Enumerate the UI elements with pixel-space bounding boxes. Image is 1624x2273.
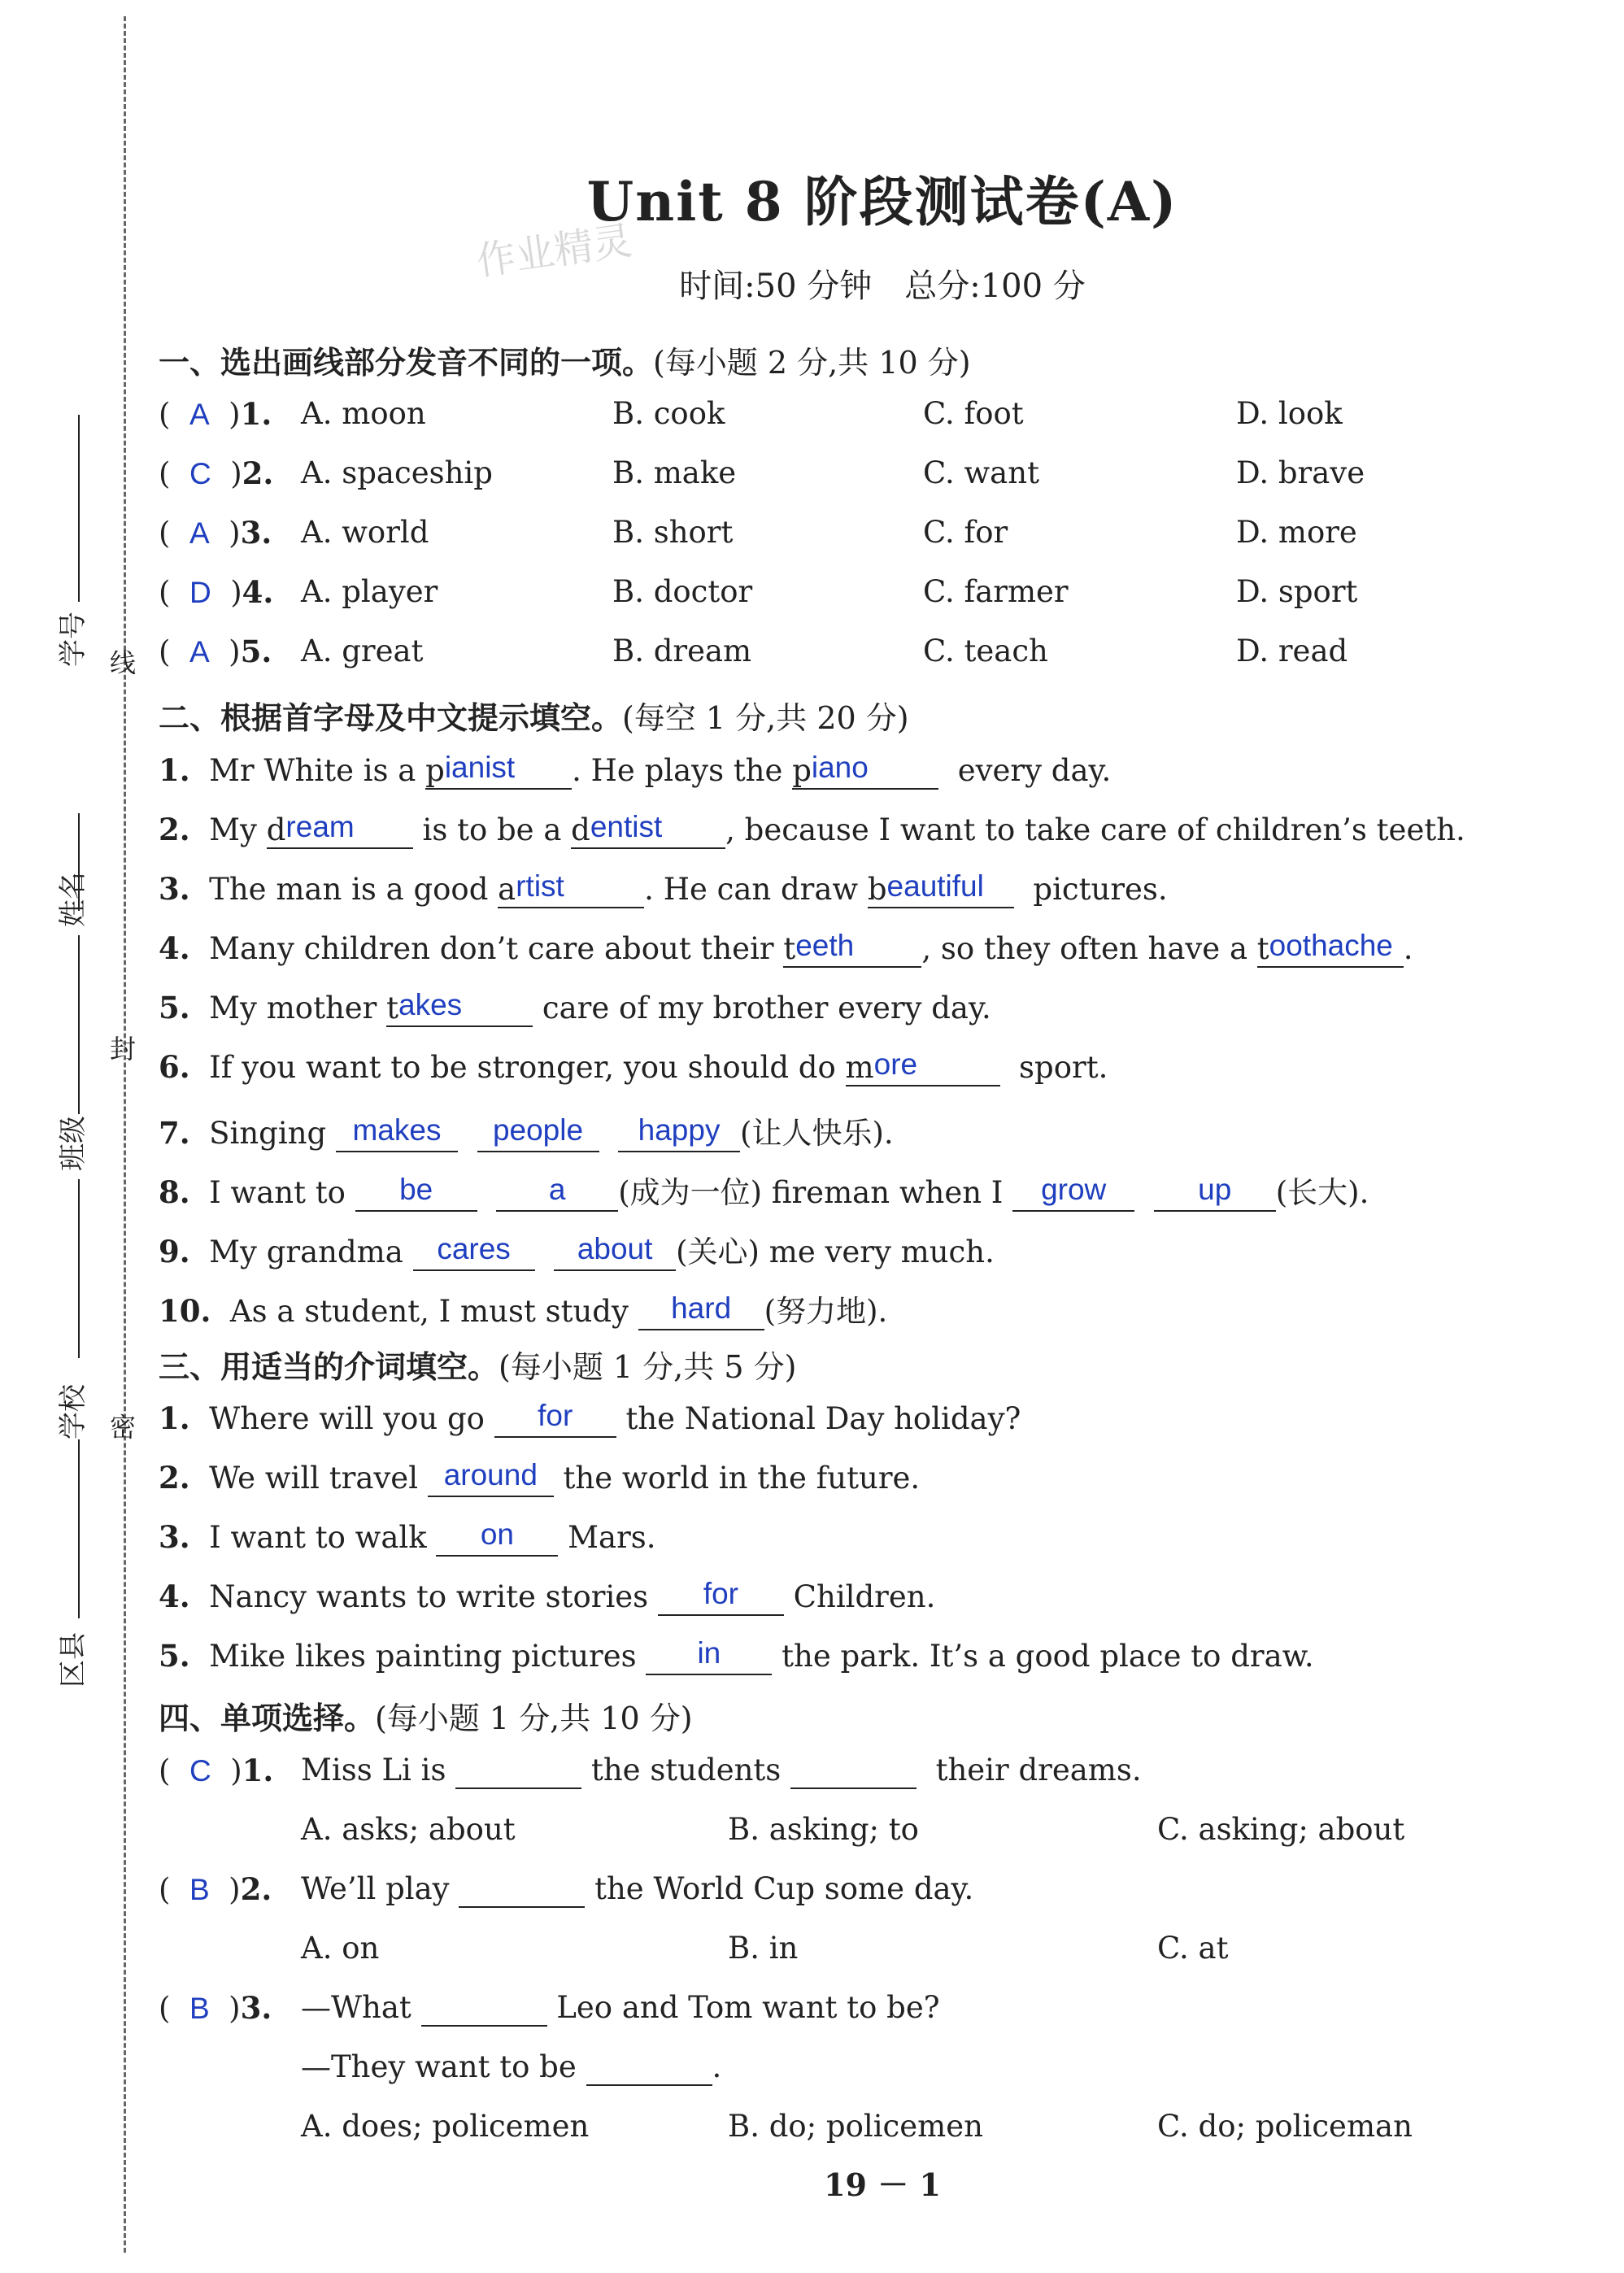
option-d: D. more	[1236, 515, 1357, 550]
fill-blank[interactable]: makes	[336, 1117, 458, 1152]
s2-question-3: 3. The man is a good artist . He can draw beautiful pictures.	[159, 869, 1168, 907]
option-a: A. player	[301, 574, 438, 609]
option-a: A. moon	[301, 396, 426, 431]
class-line	[78, 935, 80, 1114]
option-b: B. asking; to	[728, 1812, 919, 1847]
option-a: A. spaceship	[301, 455, 493, 490]
cut-mark-mi: 密	[110, 1412, 137, 1443]
fill-blank[interactable]: grow	[1012, 1177, 1134, 1212]
section-3-heading: 三、用适当的介词填空。(每小题 1 分,共 5 分)	[159, 1349, 797, 1385]
fill-blank[interactable]: happy	[618, 1117, 740, 1152]
fill-blank[interactable]	[455, 1754, 581, 1789]
answer: D	[189, 576, 211, 609]
s4-question-1: ( C )1. Miss Li is the students their dreams.	[159, 1753, 1142, 1788]
fill-blank[interactable]: teeth	[783, 933, 921, 968]
answer: A	[189, 398, 210, 431]
fill-blank[interactable]: pianist	[425, 755, 572, 790]
label-student-id: 学号	[57, 612, 89, 667]
s3-question-2: 2. We will travel around the world in the future.	[159, 1458, 921, 1496]
s2-question-10: 10. As a student, I must study hard (努力地).	[159, 1291, 888, 1329]
s4-question-3-line2: —They want to be .	[301, 2049, 722, 2084]
s2-question-1: 1. Mr White is a pianist . He plays the piano every day.	[159, 751, 1112, 788]
s2-question-5: 5. My mother takes care of my brother every day.	[159, 988, 991, 1025]
option-a: A. world	[301, 515, 429, 550]
option-a: A. on	[301, 1931, 380, 1966]
label-name: 姓名	[57, 872, 89, 927]
option-b: B. do; policemen	[728, 2109, 983, 2144]
page-title: Unit 8 阶段测试卷(A)	[586, 170, 1178, 233]
s3-question-1: 1. Where will you go for the National Day holiday?	[159, 1399, 1021, 1436]
fill-blank[interactable]: artist	[498, 873, 644, 908]
s2-question-6: 6. If you want to be stronger, you should do more sport.	[159, 1047, 1108, 1085]
fill-blank[interactable]: dentist	[571, 814, 725, 849]
s1-question-4: ( D )4. A. player B. doctor C. farmer D. sport	[159, 574, 1358, 610]
option-c: C. do; policeman	[1157, 2109, 1413, 2144]
option-a: A. does; policemen	[301, 2109, 590, 2144]
fill-blank[interactable]	[459, 1873, 585, 1908]
s1-question-3: ( A )3. A. world B. short C. for D. more	[159, 515, 1357, 551]
fill-blank[interactable]	[790, 1754, 916, 1789]
school-line	[78, 1179, 80, 1358]
fill-blank[interactable]: people	[477, 1117, 599, 1152]
s2-question-2: 2. My dream is to be a dentist , because I want to take care of children’s teeth.	[159, 810, 1465, 847]
s3-question-5: 5. Mike likes painting pictures in the park. It’s a good place to draw.	[159, 1636, 1314, 1674]
s3-question-4: 4. Nancy wants to write stories for Children.	[159, 1577, 936, 1614]
option-c: C. for	[923, 515, 1008, 550]
section-4-heading: 四、单项选择。(每小题 1 分,共 10 分)	[159, 1700, 693, 1736]
fill-blank[interactable]: beautiful	[868, 873, 1014, 908]
watermark: 作业精灵	[473, 217, 635, 285]
s4-question-2-options	[159, 1931, 1606, 1979]
option-c: C. want	[923, 455, 1039, 490]
option-b: B. make	[612, 455, 737, 490]
option-c: C. farmer	[923, 574, 1069, 609]
fill-blank[interactable]: dream	[267, 814, 413, 849]
cut-dashed-line	[124, 16, 126, 2253]
s1-question-2: ( C )2. A. spaceship B. make C. want D. brave	[159, 455, 1365, 491]
answer: A	[189, 635, 210, 668]
s2-question-9: 9. My grandma cares about (关心) me very much.	[159, 1232, 995, 1269]
fill-blank[interactable]	[586, 2051, 712, 2086]
s4-question-1-options	[159, 1812, 1606, 1861]
fill-blank[interactable]: up	[1154, 1177, 1276, 1212]
option-b: B. cook	[612, 396, 725, 431]
answer: C	[189, 1754, 211, 1787]
option-d: D. sport	[1236, 574, 1358, 609]
option-d: D. brave	[1236, 455, 1365, 490]
fill-blank[interactable]: be	[355, 1177, 477, 1212]
s4-question-2: ( B )2. We’ll play the World Cup some day.	[159, 1871, 974, 1907]
option-c: C. teach	[923, 634, 1048, 668]
section-1-heading: 一、选出画线部分发音不同的一项。(每小题 2 分,共 10 分)	[159, 345, 971, 381]
option-c: C. at	[1157, 1931, 1229, 1966]
fill-blank[interactable]: about	[554, 1236, 676, 1271]
answer: C	[189, 457, 211, 490]
fill-blank[interactable]: takes	[386, 992, 533, 1027]
s2-question-7: 7. Singing makes people happy (让人快乐).	[159, 1113, 894, 1151]
fill-blank[interactable]: piano	[792, 755, 938, 790]
fill-blank[interactable]: a	[496, 1177, 618, 1212]
s3-question-3: 3. I want to walk on Mars.	[159, 1518, 656, 1555]
option-a: A. asks; about	[301, 1812, 516, 1847]
option-b: B. short	[612, 515, 734, 550]
s1-question-1: ( A )1. A. moon B. cook C. foot D. look	[159, 396, 1343, 432]
s4-question-3: ( B )3. —What Leo and Tom want to be?	[159, 1990, 940, 2026]
option-c: C. foot	[923, 396, 1024, 431]
fill-blank[interactable]: for	[494, 1403, 616, 1438]
answer: B	[189, 1873, 210, 1906]
fill-blank[interactable]: for	[658, 1581, 784, 1616]
district-line	[78, 1439, 80, 1618]
option-b: B. doctor	[612, 574, 753, 609]
answer: B	[189, 1992, 210, 2025]
s1-question-5: ( A )5. A. great B. dream C. teach D. read	[159, 634, 1348, 669]
label-class: 班级	[57, 1116, 89, 1171]
fill-blank[interactable]	[421, 1992, 547, 2027]
option-b: B. in	[728, 1931, 799, 1966]
option-d: D. look	[1236, 396, 1343, 431]
s2-question-4: 4. Many children don’t care about their teeth , so they often have a toothache .	[159, 929, 1413, 966]
label-school: 学校	[57, 1384, 89, 1439]
fill-blank[interactable]: more	[846, 1052, 1000, 1086]
option-c: C. asking; about	[1157, 1812, 1405, 1847]
cut-mark-feng: 封	[110, 1034, 137, 1065]
fill-blank[interactable]: hard	[638, 1295, 764, 1330]
fill-blank[interactable]: on	[436, 1522, 558, 1557]
section-2-heading: 二、根据首字母及中文提示填空。(每空 1 分,共 20 分)	[159, 700, 909, 736]
label-district: 区县	[57, 1632, 89, 1687]
fill-blank[interactable]: cares	[413, 1236, 535, 1271]
option-a: A. great	[301, 634, 424, 668]
exam-info: 时间:50 分钟 总分:100 分	[679, 268, 1086, 305]
s2-question-8: 8. I want to be a (成为一位) fireman when I grow up (长大).	[159, 1173, 1369, 1210]
cut-mark-xian: 线	[110, 647, 137, 678]
answer: A	[189, 516, 210, 550]
s4-question-3-options	[159, 2109, 1606, 2158]
fill-blank[interactable]: around	[428, 1462, 554, 1497]
fill-blank[interactable]: toothache	[1257, 933, 1404, 968]
option-b: B. dream	[612, 634, 752, 668]
fill-blank[interactable]: in	[646, 1640, 772, 1675]
option-d: D. read	[1236, 634, 1348, 668]
student-id-line	[78, 415, 80, 602]
binding-margin	[0, 0, 163, 2273]
page-number: 19 － 1	[824, 2166, 941, 2203]
